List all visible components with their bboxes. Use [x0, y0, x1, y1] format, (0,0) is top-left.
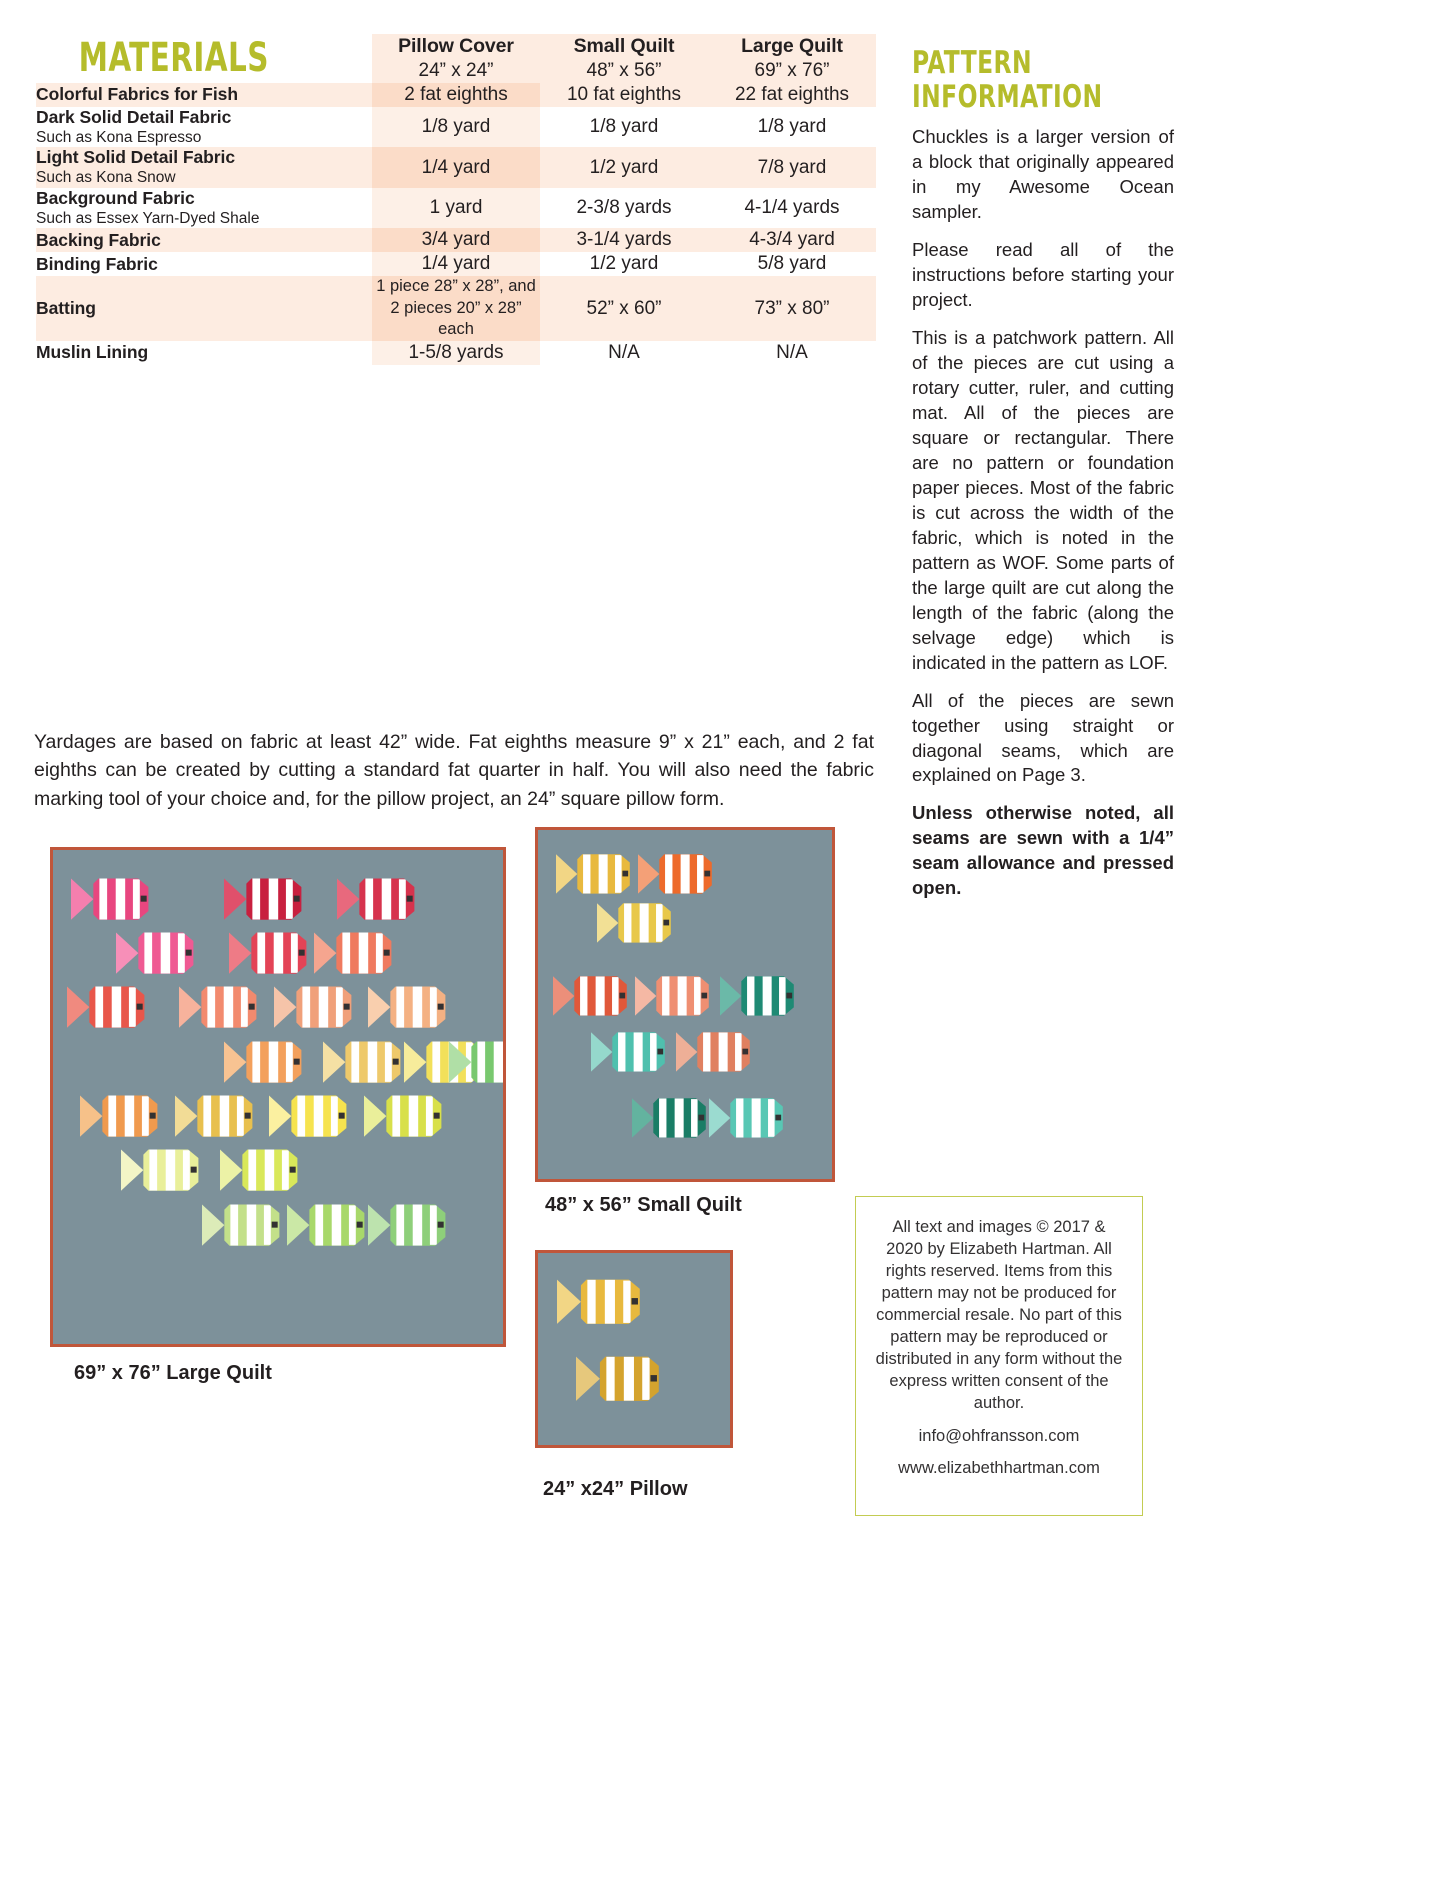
fish-motif	[224, 875, 310, 923]
copyright-text: All text and images © 2017 & 2020 by Elizabeth Hartman. All rights reserved. Items from this pattern may not be produced for commercial resale. No part of this pattern may be reproduced or distributed in any form without the express written consent of the author.	[875, 1218, 1123, 1412]
fish-tail	[229, 932, 251, 973]
fish-stripe	[219, 1095, 228, 1136]
material-subtitle: Such as Kona Snow	[36, 169, 176, 187]
pillow-caption: 24” x24” Pillow	[543, 1478, 688, 1500]
small-quilt-illustration	[535, 827, 835, 1182]
fish-tail	[71, 878, 93, 919]
material-value-large-quilt: N/A	[708, 341, 876, 365]
fish-stripe	[248, 1150, 256, 1191]
materials-table-header	[36, 34, 876, 83]
fish-tail	[676, 1032, 697, 1071]
fish-stripe	[691, 1099, 698, 1137]
materials-heading: MATERIALS	[78, 34, 269, 81]
fish-eye	[622, 871, 628, 877]
material-label-cell	[36, 252, 372, 276]
material-value-pillow-cover: 1 yard	[372, 188, 540, 229]
fish-stripe	[408, 1095, 417, 1136]
materials-section	[36, 34, 876, 365]
fish-tail	[175, 1095, 197, 1136]
fish-tail	[202, 1204, 224, 1245]
fish-stripe	[335, 988, 342, 1028]
fish-stripe	[747, 976, 754, 1015]
material-label-cell	[36, 83, 372, 107]
fish-stripe	[763, 976, 772, 1015]
fish-stripe	[142, 1096, 149, 1136]
table-row	[36, 252, 876, 276]
fish-eye	[406, 895, 412, 901]
material-value-small-quilt: 10 fat eighths	[540, 83, 708, 107]
fish-tail	[274, 987, 296, 1028]
column-header-size: 48” x 56”	[586, 60, 662, 82]
fish-stripe	[252, 878, 260, 919]
fish-eye	[787, 993, 793, 999]
fish-motif	[229, 929, 315, 977]
fish-stripe	[342, 932, 350, 973]
materials-table-body	[36, 83, 876, 365]
fish-stripe	[639, 903, 648, 942]
material-value-small-quilt: 3-1/4 yards	[540, 228, 708, 252]
fish-eye	[294, 1058, 300, 1064]
fish-tail	[404, 1041, 426, 1082]
fish-tail	[67, 987, 89, 1028]
fish-eye	[141, 895, 147, 901]
fish-stripe	[623, 1281, 630, 1323]
fish-stripe	[165, 1150, 174, 1191]
fish-stripe	[246, 1204, 255, 1245]
fish-stripe	[318, 987, 327, 1028]
pattern-paragraph: All of the pieces are sewn together using straight or diagonal seams, which are explained on Page 3.	[912, 689, 1174, 786]
fish-stripe	[643, 1357, 650, 1399]
fish-tail	[337, 878, 359, 919]
pattern-paragraph: Please read all of the instructions before starting your project.	[912, 239, 1174, 311]
fish-motif	[597, 900, 679, 946]
table-row	[36, 83, 876, 107]
fish-tail	[116, 932, 138, 973]
fish-stripe	[615, 855, 622, 893]
fish-eye	[186, 950, 192, 956]
material-name: Colorful Fabrics for Fish	[36, 84, 238, 105]
fish-eye	[150, 1113, 156, 1119]
material-value-small-quilt: 1/2 yard	[540, 147, 708, 188]
material-value-small-quilt: 1/2 yard	[540, 252, 708, 276]
fish-stripe	[297, 1095, 305, 1136]
seam-allowance-note: Unless otherwise noted, all seams are sewn with a 1/4” seam allowance and pressed open.	[912, 802, 1174, 899]
fish-motif	[635, 973, 717, 1019]
fish-stripe	[161, 932, 170, 973]
fish-motif	[591, 1029, 673, 1075]
fish-stripe	[779, 977, 786, 1015]
fish-motif	[323, 1038, 409, 1086]
material-name: Dark Solid Detail Fabric	[36, 106, 232, 127]
fish-stripe	[432, 1041, 440, 1082]
fish-eye	[343, 1004, 349, 1010]
material-value-large-quilt: 1/8 yard	[708, 107, 876, 148]
fish-motif	[449, 1038, 506, 1086]
material-value-large-quilt: 4-1/4 yards	[708, 188, 876, 229]
fish-stripe	[365, 878, 373, 919]
fish-stripe	[332, 1204, 341, 1245]
material-label-cell	[36, 341, 372, 365]
fish-eye	[698, 1115, 704, 1121]
fish-motif	[676, 1029, 758, 1075]
fish-motif	[314, 929, 400, 977]
fish-stripe	[236, 1096, 243, 1136]
fish-stripe	[108, 1095, 116, 1136]
fish-stripe	[111, 987, 120, 1028]
fish-tail	[269, 1095, 291, 1136]
fish-motif	[175, 1092, 261, 1140]
fish-stripe	[430, 988, 437, 1028]
materials-heading-cell	[36, 34, 372, 83]
fish-stripe	[618, 1032, 625, 1071]
fish-stripe	[735, 1033, 742, 1071]
fish-eye	[289, 1167, 295, 1173]
fish-eye	[657, 1049, 663, 1055]
material-subtitle: Such as Essex Yarn-Dyed Shale	[36, 209, 260, 227]
fish-stripe	[207, 987, 215, 1028]
fish-eye	[632, 1298, 638, 1304]
fish-stripe	[290, 933, 297, 973]
fish-stripe	[396, 1204, 404, 1245]
fish-stripe	[430, 1205, 437, 1245]
fish-stripe	[224, 987, 233, 1028]
fish-stripe	[302, 987, 310, 1028]
column-header-name: Large Quilt	[741, 35, 843, 57]
pillow-illustration	[535, 1250, 733, 1448]
small-quilt-caption: 48” x 56” Small Quilt	[545, 1194, 742, 1216]
fish-motif	[368, 983, 454, 1031]
pattern-paragraph: This is a patchwork pattern. All of the pieces are cut using a rotary cutter, ruler, and cutting mat. All of the pieces are square or rectangular. There are no pattern or foundation paper pieces. Most of the fabric is cut across the width of the fabric, which is noted in the pattern as WOF. Some parts of the large quilt are cut along the length of the fabric (along the selvage edge) which is indicated in the pattern as LOF.	[912, 327, 1174, 673]
table-row	[36, 188, 876, 229]
column-header-pillow-cover	[372, 34, 540, 83]
material-value-pillow-cover: 1/4 yard	[372, 252, 540, 276]
large-quilt-caption: 69” x 76” Large Quilt	[74, 1362, 272, 1384]
fish-eye	[651, 1375, 657, 1381]
fish-stripe	[203, 1095, 211, 1136]
fish-motif	[269, 1092, 355, 1140]
fish-stripe	[588, 1280, 596, 1324]
fish-stripe	[230, 1204, 238, 1245]
table-row	[36, 147, 876, 188]
fish-stripe	[703, 1032, 710, 1071]
fish-motif	[709, 1095, 791, 1141]
fish-motif	[720, 973, 802, 1019]
material-value-large-quilt: 5/8 yard	[708, 252, 876, 276]
fish-tail	[80, 1095, 102, 1136]
fish-stripe	[269, 878, 278, 919]
fish-eye	[775, 1115, 781, 1121]
fish-stripe	[678, 976, 687, 1015]
fish-eye	[244, 1113, 250, 1119]
fish-stripe	[269, 1041, 278, 1082]
material-value-small-quilt: 2-3/8 yards	[540, 188, 708, 229]
fish-motif	[368, 1201, 454, 1249]
fish-motif	[71, 875, 157, 923]
fish-tail	[553, 976, 574, 1015]
fish-eye	[339, 1113, 345, 1119]
fish-motif	[364, 1092, 450, 1140]
fish-tail	[179, 987, 201, 1028]
fish-tail	[368, 1204, 390, 1245]
fish-stripe	[315, 1204, 323, 1245]
fish-eye	[433, 1113, 439, 1119]
fish-eye	[663, 919, 669, 925]
fish-stripe	[398, 879, 405, 919]
pattern-paragraph: Chuckles is a larger version of a block that originally appeared in my Awesome Ocean sampler.	[912, 126, 1174, 223]
fish-stripe	[128, 988, 135, 1028]
fish-eye	[619, 993, 625, 999]
material-name: Backing Fabric	[36, 229, 161, 250]
fish-tail	[597, 903, 618, 942]
material-label-cell	[36, 188, 372, 229]
fish-tail	[121, 1150, 143, 1191]
fish-stripe	[133, 879, 140, 919]
material-value-pillow-cover: 1/8 yard	[372, 107, 540, 148]
material-value-pillow-cover: 2 fat eighths	[372, 83, 540, 107]
fish-motif	[576, 1353, 668, 1405]
fish-motif	[274, 983, 360, 1031]
fish-stripe	[385, 1042, 392, 1082]
pattern-information-heading-line2: INFORMATION	[912, 78, 1103, 115]
fish-stripe	[659, 1099, 666, 1138]
material-value-pillow-cover: 1/4 yard	[372, 147, 540, 188]
fish-stripe	[768, 1099, 775, 1137]
fish-motif	[224, 1038, 310, 1086]
fish-stripe	[624, 1357, 634, 1401]
fish-stripe	[351, 1041, 359, 1082]
fish-tail	[224, 1041, 246, 1082]
fish-stripe	[413, 987, 422, 1028]
fish-stripe	[331, 1096, 338, 1136]
material-value-small-quilt: N/A	[540, 341, 708, 365]
yardage-note: Yardages are based on fabric at least 42” wide. Fat eighths measure 9” x 21” each, and 2 fat eighths can be created by cutting a standard fat quarter in half. You will also need the fabric marking tool of your choice and, for the pillow project, an 24” square pillow form.	[34, 730, 874, 811]
column-header-size: 69” x 76”	[754, 60, 830, 82]
fish-tail	[556, 854, 577, 893]
table-row	[36, 341, 876, 365]
fish-stripe	[681, 854, 690, 893]
fish-stripe	[719, 1032, 728, 1071]
material-value-pillow-cover	[372, 276, 540, 340]
fish-stripe	[281, 1151, 288, 1191]
fish-stripe	[392, 1095, 400, 1136]
material-name: Binding Fabric	[36, 253, 158, 274]
copyright-box	[855, 1196, 1143, 1516]
fish-tail	[557, 1280, 581, 1324]
fish-motif	[638, 851, 720, 897]
column-header-name: Pillow Cover	[398, 35, 514, 57]
column-header-size: 24” x 24”	[418, 60, 494, 82]
fish-eye	[190, 1167, 196, 1173]
material-value-large-quilt: 22 fat eighths	[708, 83, 876, 107]
material-value-large-quilt: 73” x 80”	[708, 276, 876, 340]
fish-stripe	[125, 1095, 134, 1136]
fish-stripe	[595, 976, 604, 1015]
fish-stripe	[665, 854, 672, 893]
fish-stripe	[252, 1041, 260, 1082]
fish-motif	[116, 929, 202, 977]
fish-tail	[632, 1099, 653, 1138]
fish-stripe	[95, 987, 103, 1028]
fish-tail	[635, 976, 656, 1015]
fish-eye	[701, 993, 707, 999]
fish-stripe	[257, 932, 265, 973]
fish-stripe	[99, 878, 107, 919]
fish-motif	[179, 983, 265, 1031]
fish-stripe	[425, 1096, 432, 1136]
material-value-large-quilt: 7/8 yard	[708, 147, 876, 188]
fish-stripe	[376, 933, 383, 973]
fish-stripe	[144, 932, 152, 973]
fish-tail	[638, 854, 659, 893]
table-row	[36, 276, 876, 340]
pattern-information-section	[912, 45, 1174, 914]
fish-eye	[294, 895, 300, 901]
copyright-website: www.elizabethhartman.com	[898, 1459, 1100, 1478]
fish-stripe	[368, 1041, 377, 1082]
fish-motif	[557, 1276, 649, 1328]
fish-stripe	[413, 1204, 422, 1245]
material-value-pillow-cover: 1-5/8 yards	[372, 341, 540, 365]
fish-stripe	[241, 988, 248, 1028]
fish-eye	[357, 1221, 363, 1227]
material-name: Batting	[36, 297, 96, 318]
fish-motif	[121, 1146, 207, 1194]
fish-motif	[80, 1092, 166, 1140]
fish-motif	[202, 1201, 288, 1249]
fish-motif	[287, 1201, 373, 1249]
column-header-small-quilt	[540, 34, 708, 83]
fish-tail	[449, 1041, 471, 1082]
fish-stripe	[751, 1099, 760, 1138]
material-value-small-quilt: 1/8 yard	[540, 107, 708, 148]
fish-eye	[271, 1221, 277, 1227]
fish-tail	[368, 987, 390, 1028]
fish-eye	[384, 950, 390, 956]
fish-stripe	[178, 933, 185, 973]
fish-stripe	[612, 977, 619, 1015]
fish-stripe	[182, 1151, 189, 1191]
fish-stripe	[381, 878, 390, 919]
fish-tail	[224, 878, 246, 919]
fish-motif	[67, 983, 153, 1031]
fish-stripe	[149, 1150, 157, 1191]
fish-stripe	[264, 1150, 273, 1191]
fish-stripe	[697, 855, 704, 893]
pattern-information-heading-line1: PATTERN	[912, 45, 1033, 81]
fish-tail	[220, 1150, 242, 1191]
fish-stripe	[286, 879, 293, 919]
material-value-text: 1 piece 28” x 28”, and 2 pieces 20” x 28” each	[376, 277, 536, 339]
fish-stripe	[656, 904, 663, 942]
fish-stripe	[662, 976, 669, 1015]
fish-stripe	[349, 1205, 356, 1245]
fish-stripe	[634, 1032, 643, 1071]
fish-stripe	[624, 903, 631, 942]
fish-tail	[287, 1204, 309, 1245]
material-subtitle: Such as Kona Espresso	[36, 128, 202, 146]
fish-stripe	[605, 1280, 615, 1324]
fish-eye	[249, 1004, 255, 1010]
table-header-row	[36, 34, 876, 83]
fish-eye	[136, 1004, 142, 1010]
fish-motif	[220, 1146, 306, 1194]
fish-eye	[743, 1049, 749, 1055]
table-row	[36, 228, 876, 252]
materials-table	[36, 34, 876, 365]
fish-stripe	[583, 854, 590, 893]
fish-motif	[632, 1095, 714, 1141]
fish-eye	[438, 1221, 444, 1227]
fish-stripe	[116, 878, 125, 919]
copyright-email: info@ohfransson.com	[918, 1427, 1080, 1446]
fish-tail	[364, 1095, 386, 1136]
fish-motif	[337, 875, 423, 923]
fish-stripe	[286, 1042, 293, 1082]
fish-tail	[591, 1032, 612, 1071]
material-label-cell	[36, 228, 372, 252]
material-value-large-quilt: 4-3/4 yard	[708, 228, 876, 252]
column-header-large-quilt	[708, 34, 876, 83]
material-name: Light Solid Detail Fabric	[36, 147, 236, 168]
fish-tail	[576, 1357, 600, 1401]
material-label-cell	[36, 276, 372, 340]
fish-stripe	[263, 1205, 270, 1245]
fish-stripe	[314, 1095, 323, 1136]
fish-tail	[709, 1099, 730, 1138]
fish-tail	[720, 976, 741, 1015]
material-name: Background Fabric	[36, 187, 195, 208]
fish-tail	[323, 1041, 345, 1082]
fish-stripe	[494, 1041, 503, 1082]
large-quilt-illustration	[50, 847, 506, 1347]
material-value-small-quilt: 52” x 60”	[540, 276, 708, 340]
material-label-cell	[36, 107, 372, 148]
material-value-pillow-cover: 3/4 yard	[372, 228, 540, 252]
material-name: Muslin Lining	[36, 342, 149, 363]
fish-eye	[298, 950, 304, 956]
fish-stripe	[675, 1099, 684, 1138]
fish-stripe	[598, 854, 607, 893]
fish-stripe	[607, 1357, 615, 1401]
table-row	[36, 107, 876, 148]
column-header-name: Small Quilt	[573, 35, 675, 57]
fish-stripe	[580, 976, 587, 1015]
fish-stripe	[396, 987, 404, 1028]
fish-tail	[314, 932, 336, 973]
fish-stripe	[650, 1033, 657, 1071]
fish-eye	[393, 1058, 399, 1064]
fish-eye	[438, 1004, 444, 1010]
fish-stripe	[736, 1099, 743, 1138]
fish-eye	[704, 871, 710, 877]
fish-stripe	[694, 977, 701, 1015]
fish-stripe	[273, 932, 282, 973]
fish-motif	[556, 851, 638, 897]
fish-motif	[553, 973, 635, 1019]
material-label-cell	[36, 147, 372, 188]
fish-stripe	[359, 932, 368, 973]
fish-stripe	[477, 1041, 485, 1082]
